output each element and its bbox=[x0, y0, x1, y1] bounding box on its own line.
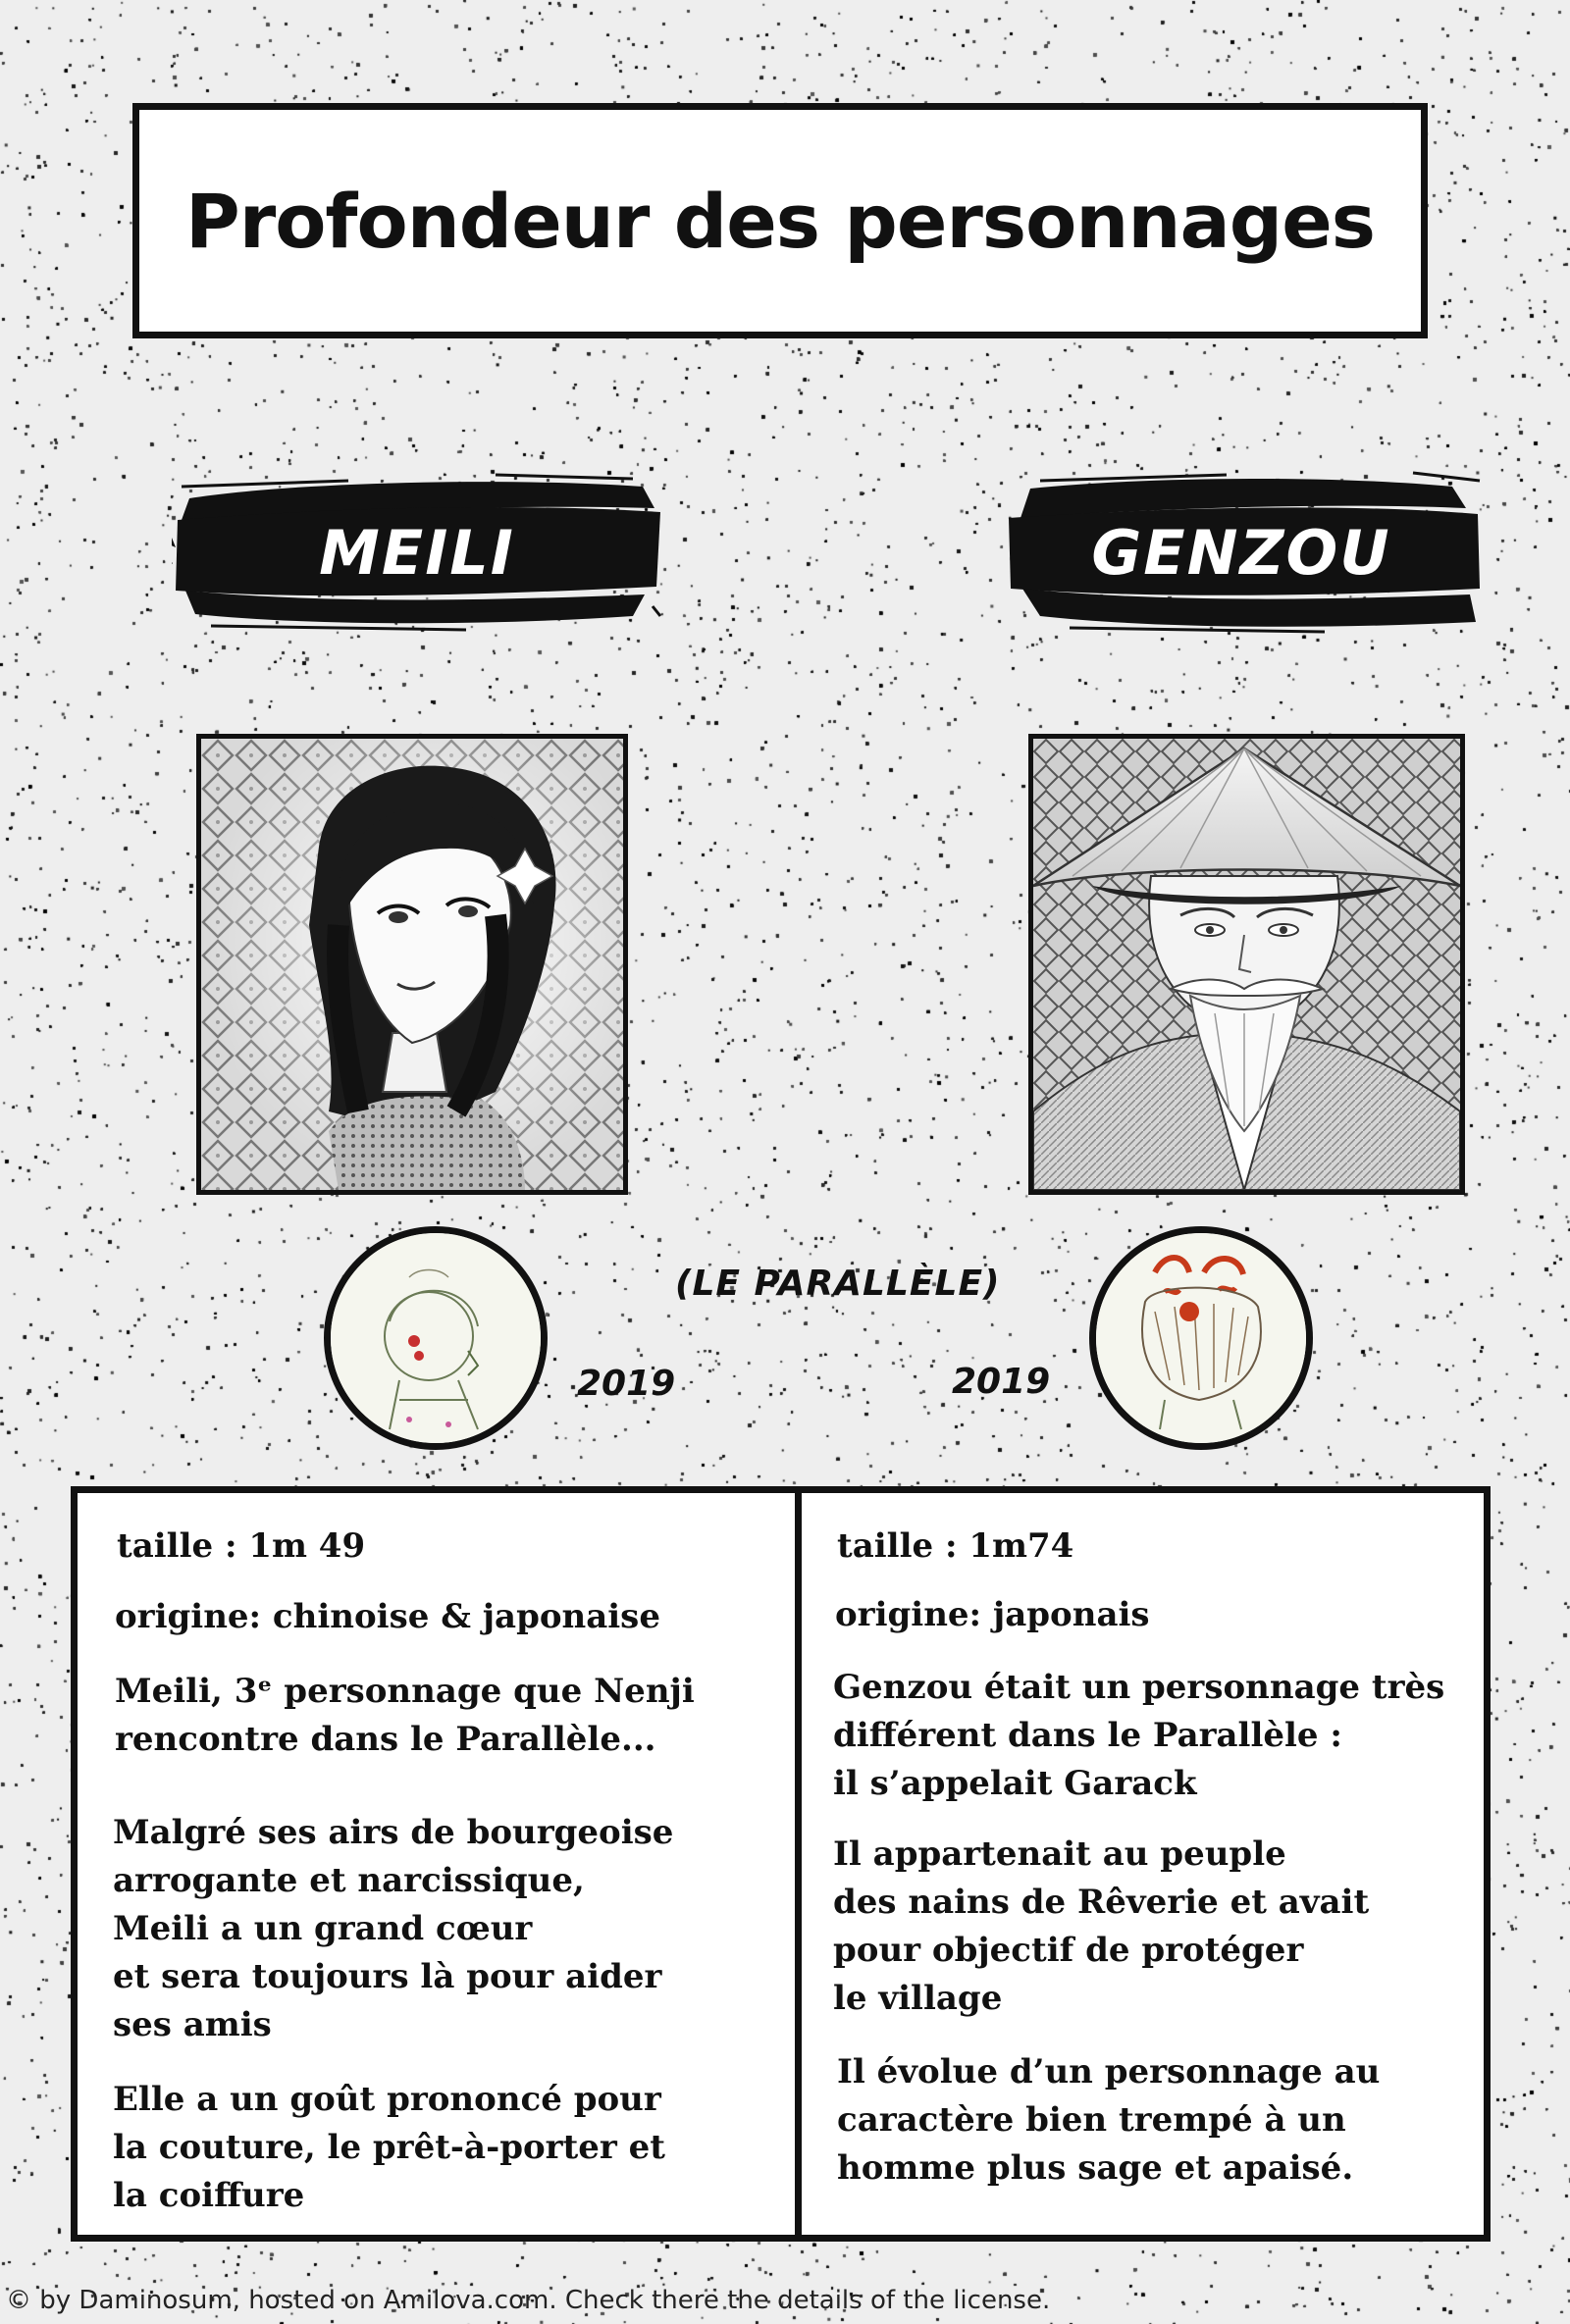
name-banner-meili bbox=[172, 469, 662, 636]
meili-origin: origine: chinoise & japonaise bbox=[115, 1597, 660, 1636]
column-divider bbox=[795, 1493, 802, 2235]
genzou-height: taille : 1m74 bbox=[837, 1526, 1074, 1566]
genzou-past-line-1: Il appartenait au peuple bbox=[833, 1834, 1286, 1874]
genzou-past-line-4: le village bbox=[833, 1979, 1003, 2018]
parallel-caption: (LE PARALLÈLE) bbox=[675, 1264, 1001, 1304]
meili-hobbies-line-2: la couture, le prêt-à-porter et bbox=[113, 2128, 665, 2167]
genzou-intro-line-3: il s’appelait Garack bbox=[833, 1764, 1197, 1803]
meili-personality-line-1: Malgré ses airs de bourgeoise bbox=[113, 1813, 674, 1852]
genzou-name: GENZOU bbox=[1091, 516, 1391, 589]
meili-intro-line-1: Meili, 3ᵉ personnage que Nenji bbox=[115, 1672, 695, 1711]
genzou-info-column bbox=[802, 1493, 1484, 2235]
meili-sketch-year: 2019 bbox=[577, 1364, 676, 1404]
page-title: Profondeur des personnages bbox=[185, 177, 1375, 265]
meili-info-column bbox=[78, 1493, 795, 2235]
meili-hobbies-line-1: Elle a un goût prononcé pour bbox=[113, 2080, 661, 2119]
genzou-intro-line-2: différent dans le Parallèle : bbox=[833, 1716, 1342, 1755]
genzou-portrait bbox=[1028, 734, 1465, 1195]
meili-intro-line-2: rencontre dans le Parallèle... bbox=[115, 1720, 656, 1759]
meili-height: taille : 1m 49 bbox=[117, 1526, 366, 1566]
meili-personality-line-3: Meili a un grand cœur bbox=[113, 1909, 533, 1948]
genzou-intro-line-1: Genzou était un personnage très bbox=[833, 1668, 1445, 1707]
genzou-past-line-2: des nains de Rêverie et avait bbox=[833, 1883, 1370, 1922]
genzou-evolution-line-1: Il évolue d’un personnage au bbox=[837, 2052, 1381, 2092]
meili-personality-line-5: ses amis bbox=[113, 2005, 272, 2044]
genzou-origin: origine: japonais bbox=[835, 1595, 1150, 1634]
character-info-table bbox=[71, 1486, 1491, 2242]
genzou-sketch-year: 2019 bbox=[952, 1362, 1051, 1402]
meili-name: MEILI bbox=[319, 516, 515, 589]
meili-hobbies-line-3: la coiffure bbox=[113, 2176, 305, 2215]
meili-portrait bbox=[196, 734, 628, 1195]
genzou-past-line-3: pour objectif de protéger bbox=[833, 1931, 1304, 1970]
meili-2019-sketch bbox=[324, 1226, 548, 1450]
genzou-evolution-line-2: caractère bien trempé à un bbox=[837, 2100, 1346, 2140]
genzou-evolution-line-3: homme plus sage et apaisé. bbox=[837, 2148, 1354, 2188]
name-banner-genzou bbox=[1001, 469, 1482, 636]
title-banner bbox=[132, 103, 1428, 338]
license-credit: © by Daminosum, hosted on Amilova.com. Check there the details of the license. bbox=[6, 2286, 1051, 2315]
genzou-2019-sketch bbox=[1089, 1226, 1313, 1450]
meili-personality-line-2: arrogante et narcissique, bbox=[113, 1861, 585, 1900]
meili-personality-line-4: et sera toujours là pour aider bbox=[113, 1957, 662, 1996]
